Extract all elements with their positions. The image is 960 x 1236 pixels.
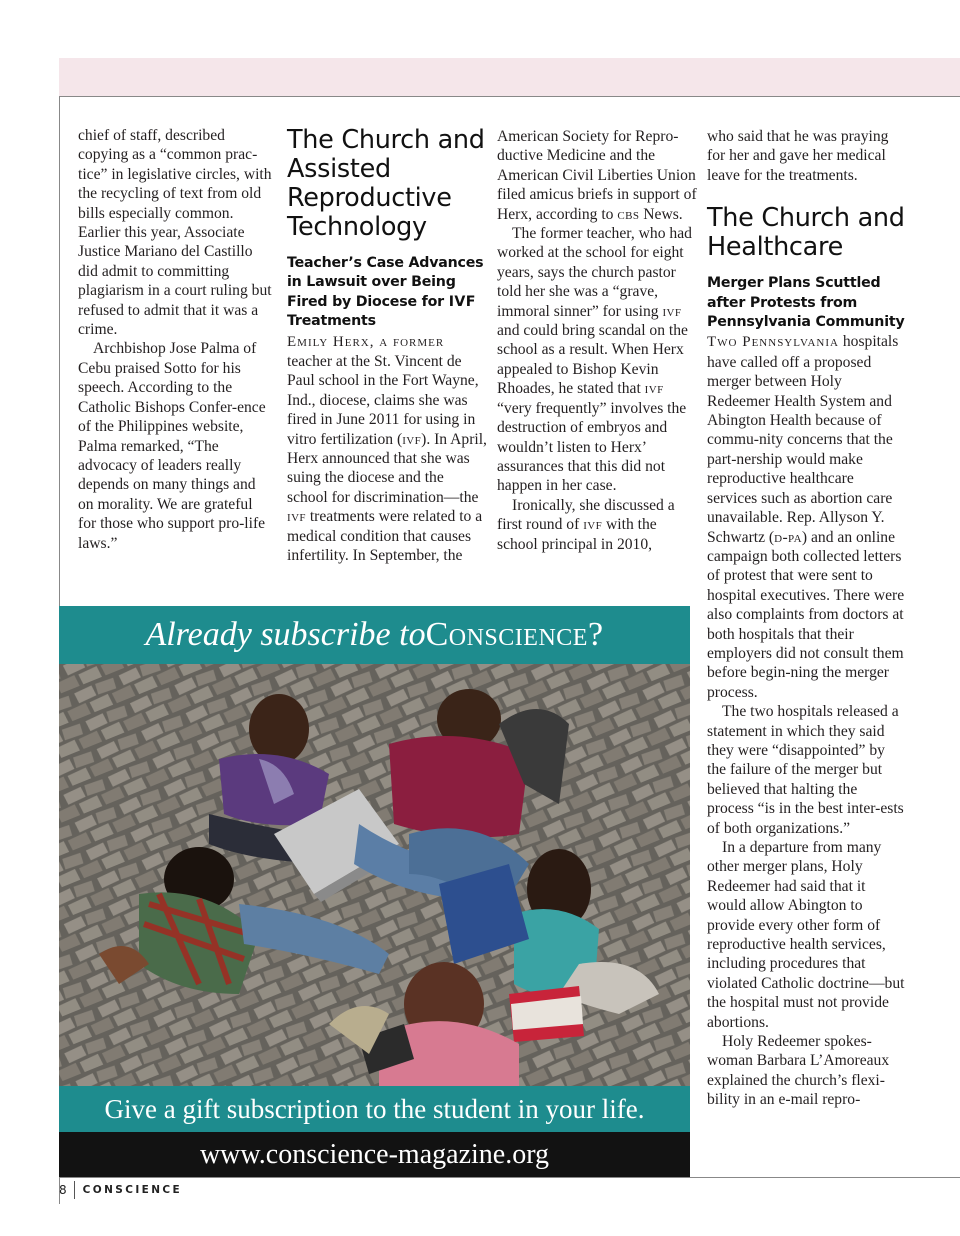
article2-paragraph-4: Holy Redeemer spokes-woman Barbara L’Amoreaux explained the church’s flexi-bility in an e-mail repro-: [707, 1033, 890, 1109]
col3-paragraph-2: The former teacher, who had worked at the school for eight years, says the church pastor told her she was a “grave, immoral sinner” for using ivf and could bring scandal on the school as a result. When Herx appealed to Bishop Kevin Rhoades, he stated that ivf “very frequently” involves the destruction of embryos and wouldn’t listen to Herx’ assurances that this did not happen in her case.: [497, 225, 692, 495]
column-1: [78, 126, 273, 553]
col3-paragraph-1: American Society for Repro-ductive Medicine and the American Civil Liberties Union filed amicus briefs in support of Herx, according to cbs News.: [497, 128, 697, 223]
col1-paragraph-1: chief of staff, described copying as a “common prac-tice” in legislative circles, with the recycling of text from old bills especially common. Earlier this year, Associate Justice Mariano del Castillo did admit to committing plagiarism in a court ruling but refused to admit that it was a crime.: [78, 127, 272, 339]
column-4: [707, 127, 907, 1110]
ad-tagline: Give a gift subscription to the student in your life.: [59, 1086, 690, 1132]
col1-paragraph-2: Archbishop Jose Palma of Cebu praised Sotto for his speech. According to the Catholic Bishops Confer-ence of the Philippines website, Palma remarked, “The advocacy of leaders really depends on many things and on morality. We are grateful for those who support pro-life laws.”: [78, 340, 266, 552]
frame-rule-bottom: [59, 1177, 960, 1178]
article1-title: The Church and Assisted Reproductive Technology: [287, 125, 485, 242]
article2-paragraph-3: In a departure from many other merger plans, Holy Redeemer had said that it would allow Abington to provide every other form of reproductive health services, including procedures that violated Catholic doctrine—but the hospital must not provide abortions.: [707, 839, 905, 1031]
page-number: 8: [59, 1183, 67, 1197]
top-color-band: [59, 58, 960, 96]
article2-paragraph-2: The two hospitals released a statement in which they said they were “disappointed” by the failure of the merger but believed that halting the process “is in the best inter-ests of both organizations.”: [707, 703, 904, 837]
col3-paragraph-3: Ironically, she discussed a first round of ivf with the school principal in 2010,: [497, 496, 675, 553]
magazine-name: CONSCIENCE: [82, 1184, 183, 1196]
article1-paragraph-1: Emily Herx, a former teacher at the St. Vincent de Paul school in the Fort Wayne, Ind., diocese, claims she was fired in June 2011 for using in vitro fertilization (ivf). In April, Herx announced that she was suing the diocese and the school for discrimination—the ivf treatments were related to a medical condition that causes infertility. In September, the: [287, 333, 487, 565]
footer-divider: [74, 1181, 75, 1199]
students-photo-illustration: [59, 664, 690, 1086]
subscription-advertisement: [59, 606, 690, 1177]
column-3: [497, 127, 697, 554]
ad-headline: Already subscribe to Conscience?: [59, 606, 690, 664]
students-studying-photo: [59, 664, 690, 1086]
page-footer: [59, 1181, 182, 1199]
article2-title: The Church and Healthcare: [707, 203, 905, 263]
article2-lead: Two Pennsylvania: [707, 334, 839, 351]
col4-paragraph-1: who said that he was praying for her and gave her medical leave for the treatments.: [707, 128, 889, 184]
article2-paragraph-1: Two Pennsylvania hospitals have called off a proposed merger between Holy Redeemer Health System and Abington Health because of commu-nity concerns that the part-nership would make reproductive healthcare services such as abortion care unavailable. Rep. Allyson Y. Schwartz (d-pa) and an online campaign both collected letters of protest that were sent to hospital executives. There were also complaints from doctors at both hospitals that their employers did not consult them before begin-ning the merger process.: [707, 333, 905, 701]
frame-rule-top: [59, 96, 960, 97]
article1-subhead: Teacher’s Case Advances in Lawsuit over Being Fired by Diocese for IVF Treatments: [287, 255, 484, 330]
article1-lead: Emily Herx, a former: [287, 333, 445, 350]
column-2: [287, 126, 487, 566]
ad-url[interactable]: www.conscience-magazine.org: [59, 1132, 690, 1177]
article2-subhead: Merger Plans Scuttled after Protests from Pennsylvania Community: [707, 275, 905, 331]
